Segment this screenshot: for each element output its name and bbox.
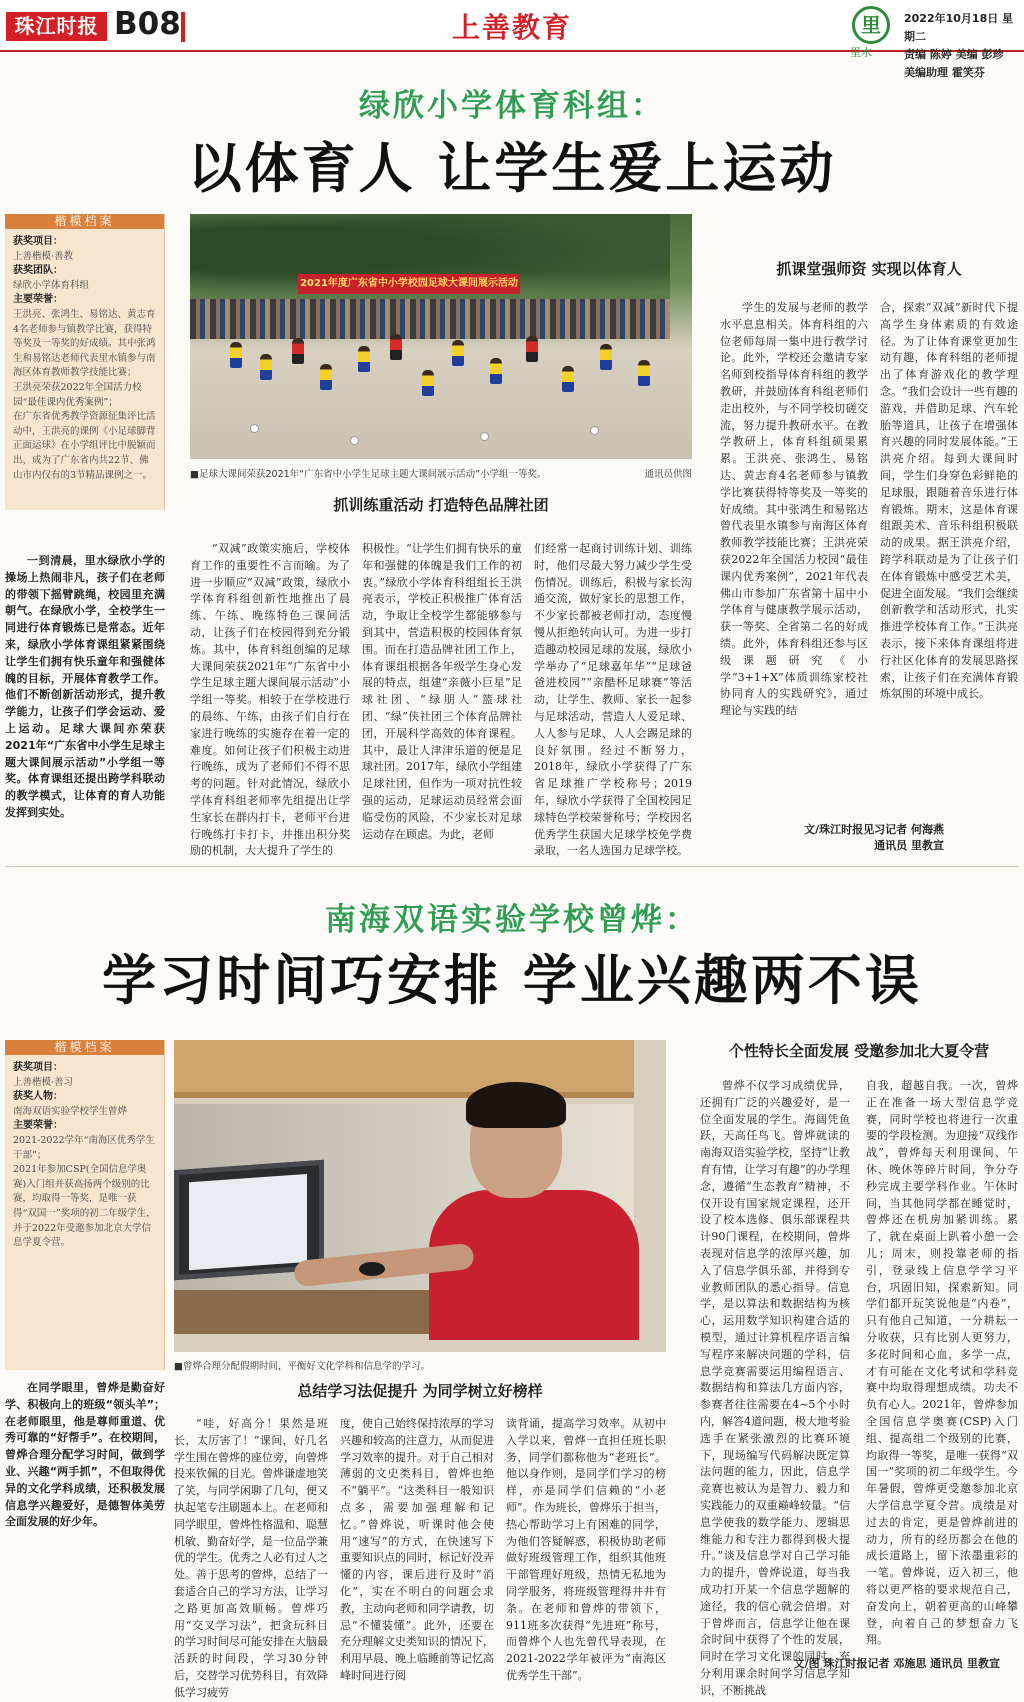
photo-banner: 2021年度广东省中小学校园足球大课间展示活动 (298, 274, 520, 294)
photo-shelf (174, 1040, 634, 1098)
article1-subhead-classroom: 抓课堂强师资 实现以体育人 (776, 260, 962, 278)
article2-subhead-method: 总结学习法促提升 为同学树立好榜样 (297, 1382, 543, 1400)
article1-subhead-training: 抓训练重活动 打造特色品牌社团 (333, 496, 549, 514)
student-figure (292, 338, 304, 364)
award-person-label: 获奖人物： (13, 1091, 63, 1103)
honor-1: 2021-2022学年“南海区优秀学生干部”； (13, 1134, 155, 1161)
photo-spectators (190, 299, 670, 339)
article1-reporter: 文/珠江时报见习记者 何海燕 (804, 823, 944, 836)
article2-column-3: 度，使自己始终保持浓厚的学习兴趣和较高的注意力，从而促进学习效率的提升。对于自己相对薄弱的文史类科目，曾烨也绝不“躺平”。“这类科目一般知识点多，需要加强理解和记忆。”曾烨说，听课时他会使用“速写”的方式，在快速写下重要知识点的同时，标记好没弄懂的内容，课后进行及时“消化”，实在不明白的问题会求教，主动向老师和同学请教，切忌“不懂装懂”。此外，还要在充分理解文史类知识的情况下，利用早晨、晚上临睡前等记忆高峰时间进行阅 (340, 1417, 494, 1682)
student-figure (230, 342, 242, 368)
student-figure (260, 354, 272, 380)
student-figure (390, 334, 402, 360)
article1-column-2: “双减”政策实施后，学校体育工作的重要性不言而喻。为了进一步顺应“双减”政策，绿欣小学体育科组创新性地推出了晨练、午练、晚练特色三课间活动，让孩子们在校园得到充分锻炼。其中，体育科组创编的足球大课间荣获2021年“广东省中小学生足球主题大课间展示活动”小学组一等奖。相较于在学校进行的晨练、午练，由孩子们自行在家进行晚练的实施存在着一定的难度。如何让孩子们积极主动进行晚练，成为了老师们不得不思考的问题。针对此情况，绿欣小学体育科组老师率先组提出让学生家长在群内打卡，老师平台进行晚练打卡打卡，并推出积分奖励的机制，大大提升了学生的 (190, 542, 350, 858)
profile-box-header: 楷模档案 (5, 214, 164, 229)
football-icon (590, 426, 599, 435)
profile-box-header: 楷模档案 (5, 1040, 164, 1055)
article1-column-6: 合，探索“双减”新时代下提高学生身体素质的有效途径。为了让体育课堂更加生动有趣，体育科组的老师提出了体育游戏化的教学理念。“我们会设计一些有趣的游戏，并借助足球、汽车轮胎等道具，让孩子在增强体育兴趣的同时发展体能。”王洪亮介绍。每到大课间时间，学生们身穿色彩鲜艳的足球服，跟随着音乐进行体育锻炼。期末，这是体育课组跟美术、音乐科组积极联动的成果。据王洪亮介绍，跨学科联动是为了让孩子们在体育锻炼中感受艺术美，促进全面发展。“我们会继续创新教学和活动形式，扎实推进学校体育工作。”王洪亮表示，接下来体育课组将进行社区化体育的发展思路探索，让孩子们在充满体育锻炼氛围的环境中成长。 (880, 301, 1018, 701)
photo1-caption: ■足球大课间荣获2021年“广东省中小学生足球主题大课间展示活动”小学组一等奖。 (190, 469, 547, 480)
mouse-icon (359, 1262, 385, 1276)
student-figure (320, 364, 332, 390)
article2-kicker: 南海双语实验学校曾烨： (325, 902, 699, 938)
honor-1: 王洪亮、张鸿生、易铭达、黄志育4名老师参与镇教学比赛，获得特等奖及一等奖的好成绩。其中张鸿生和易铭达老师代表里水镇参与南海区体育教师教学技能比赛； (13, 308, 156, 379)
student-figure (452, 340, 464, 366)
student-figure (562, 366, 574, 392)
award-item-value: 上善楷模·善教 (13, 250, 74, 262)
student-figure (422, 370, 434, 396)
award-team-value: 绿欣小学体育科组 (13, 279, 90, 291)
honor-2: 王洪亮荣获2022年全国活力校园“最佳课内优秀案例”； (13, 381, 142, 408)
student-laptop-photo (174, 1040, 666, 1352)
article2-profile-box (5, 1040, 165, 1370)
award-item-label: 获奖项目： (13, 1062, 63, 1073)
honor-3: 在广东省优秀教学资源征集评比活动中，王洪亮的课例《小足球脚背正面运球》在小学组评比中脱颖而出，成为了广东省内共22节、佛山市内仅有的3节精品课例之一。 (13, 411, 156, 481)
article1-correspondent: 通讯员 里教宣 (874, 839, 944, 852)
award-team-label: 获奖团队： (13, 265, 63, 277)
section-title: 上善教育 (452, 11, 573, 44)
article1-column-4: 们经常一起商讨训练计划、训练时，他们尽最大努力减少学生受伤情况。训练后，积极与家长沟通交流，做好家长的思想工作，不少家长都被老师打动，态度慢慢从拒绝转向认可。为进一步打造趣动校园足球的发展，绿欣小学举办了“足球嘉年华”“足球爸爸进校园”“亲酷杯足球赛”等活动，让学生、教师、家长一起参与足球活动，营造人人爱足球、人人参与足球、人人会踢足球的良好氛围。经过不断努力，2018年，绿欣小学获得了广东省足球推广学校称号；2019年，绿欣小学获得了全国校园足球特色学校荣誉称号；学校因名优秀学生获国大足球学校免学费录取，一名人选国力足球学校。 (534, 542, 692, 858)
newspaper-logo: 珠江时报 (6, 12, 107, 41)
photo1-credit: 通讯员供图 (644, 469, 692, 480)
masthead (0, 0, 1024, 79)
article1-column-3: 积极性。“让学生们拥有快乐的童年和强健的体魄是我们工作的初衷。”绿欣小学体育科组组长王洪亮表示，学校正积极推广体育活动，争取让全校学生都能够参与到其中，营造积极的校园体育氛围。而在打造品牌社团工作上，体育课组根据各年级学生身心发展的特点，组建“亲薇小巨星”足球社团、“绿朋人”篮球社团、“绿”侠社团三个体育品牌社团，开展科学高效的体育课程。其中，最让人津津乐道的便是足球社团。2017年，绿欣小学组建足球社团，但作为一项对抗性较强的运动，足球运动员经常会面临受伤的风险，不少家长对足球运动存在顾虑。为此，老师 (362, 542, 522, 841)
article1-kicker: 绿欣小学体育科组： (359, 88, 665, 124)
issue-info (904, 10, 1024, 82)
honors-label: 主要荣誉： (13, 1120, 63, 1132)
student-hair (466, 1082, 566, 1128)
article2-title: 学习时间巧安排 学业兴趣两不误 (102, 948, 922, 1012)
honors-label: 主要荣誉： (13, 294, 63, 306)
photo2-caption: ■曾烨合理分配假期时间，平衡好文化学科和信息学的学习。 (174, 1361, 430, 1372)
student-figure (600, 344, 612, 370)
award-person-value: 南海双语实验学校学生曾烨 (13, 1105, 128, 1117)
honor-2: 2021年参加CSP(全国信息学奥赛)入门组并获高扬两个级别的比赛，均取得一等奖，是唯一获得“双国一”奖项的初二年级学生，并于2022年受邀参加北京大学信息学夏令营。 (13, 1164, 156, 1249)
page-number: B08 (114, 6, 181, 42)
article1-title: 以体育人 让学生爱上运动 (187, 136, 837, 200)
award-item-label: 获奖项目： (13, 236, 63, 247)
football-icon (480, 432, 489, 441)
article2-column-5: 曾烨不仅学习成绩优异，还拥有广泛的兴趣爱好，是一位全面发展的学生。海阔凭鱼跃，天高任鸟飞。曾烨就读的南海双语实验学校，坚持“让教育有情，让学习有趣”的办学理念，遵循“生态教育”精神，不仅开设有国家规定课程，还开设了校本选修、俱乐部课程共计90门课程，在校期间，曾烨表现对信息学的浓厚兴趣，加入了信息学俱乐部，并得到专业教师团队的悉心指导。信息学，是以算法和数据结构为核心，运用数学知识构建合适的模型，通过计算机程序语言编写程序来解决问题的学科，信息学竞赛需要运用编程语言、数据结构和算法几方面内容，参赛者往往需要在4~5个小时内，解答4道问题，极大地考验选手在紧张激烈的比赛环境下，现场编写代码解决既定算法问题的能力，因此，信息学竞赛也被认为是智力、毅力和实践能力的双重巅峰较量。“信息学使我的数学能力、逻辑思维能力和专注力都得到极大提升。”谈及信息学对自己学习能力的提升，曾烨说道，每当我成功打开某一个信息学题解的途径，我的信心就会倍增。对于曾烨而言，信息学让他在课余时间中获得了个性的发展，同时在学习文化课的同时，充分利用课余时间学习信息学知识，不断挑战 (700, 1079, 850, 1697)
article2-subhead-talent: 个性特长全面发展 受邀参加北大夏令营 (728, 1042, 990, 1060)
award-item-value: 上善楷模·善习 (13, 1076, 74, 1088)
laptop-screen (189, 1174, 307, 1270)
student-figure (638, 360, 650, 386)
section-divider (5, 866, 1019, 867)
editor-credit: 责编 陈婷 美编 彭珍 (904, 48, 1004, 61)
football-icon (350, 436, 359, 445)
article2-column-6: 自我，超越自我。一次，曾烨正在准备一场大型信息学竞赛，同时学校也将进行一次重要的学段检测。为迎接“双线作战”，曾烨每天利用课间、午休、晚休等碎片时间，争分夺秒完成主要学科作业。午休时间，当其他同学都在睡觉时，曾烨还在机房加紧训练。累了，就在桌面上趴着小憩一会儿；周末，则投靠老师的指引，登录线上信息学学习平台，巩固旧知，探索新知。同学们都开玩笑说他是“内卷”，只有他自己知道，一分耕耘一分收获，只有比别人更努力，多花时间和心血，多学一点，才有可能在文化考试和学科竞赛中均取得理想成绩。功夫不负有心人。2021年，曾烨参加全国信息学奥赛(CSP)入门组、提高组二个级别的比赛，均取得一等奖，是唯一获得“双国一”奖项的初二年级学生。今年暑假，曾烨更受邀参加北京大学信息学夏令营。成绩是对过去的肯定，更是曾烨前进的动力，所有的经历都会在他的成长道路上，留下浓墨重彩的一笔。曾烨说，迈入初三，他将以更严格的要求规范自己，奋发向上，朝着更高的山峰攀登，向着自己的梦想奋力飞翔。 (866, 1079, 1018, 1647)
article1-column-5: 学生的发展与老师的教学水平息息相关。体育科组的六位老师每周一集中进行教学讨论。此外，学校还会邀请专家名师到校指导体育科组的教学教研，并鼓励体育科组老师们走出校外，与不同学校切磋交流，努力提升教研水平。在教学教研上，体育科组硕果累累。王洪亮、张鸿生、易铭达、黄志育4名老师参与镇教学比赛获得特等奖及一等奖的好成绩。其中张鸿生和易铭达曾代表里水镇参与南海区体育教师教学技能比赛；王洪亮荣获2022年全国活力校园“最佳课内优秀案例”，2021年代表佛山市参加广东省第十届中小学体育与健康教学展示活动，获一等奖、全省第二名的好成绩。此外，体育科组还参与区级课题研究《小学“3+1+X”体质训练家校社协同育人的实践研究》，通过理论与实践的结 (720, 301, 868, 718)
article1-profile-box (5, 214, 165, 510)
masthead-divider (181, 12, 185, 42)
emblem-label: 里水 (850, 46, 872, 59)
student-figure (526, 336, 538, 362)
article1-byline (720, 822, 944, 854)
lishui-emblem-icon: 里 (852, 6, 890, 44)
article2-column-2: “哇，好高分！果然是班长，太厉害了！”课间，好几名学生围在曾烨的座位旁，向曾烨投来钦佩的目光。曾烨谦虚地笑了笑，与同学闲聊了几句，便又执起笔专注刷题本上。在老师和同学眼里，曾烨性格温和、聪慧机敏、勤奋好学，是一位品学兼优的学生。优秀之人必有过人之处。善于思考的曾烨，总结了一套适合自己的学习方法，让学习之路更加高效顺畅。曾烨巧用“交叉学习法”，把贪玩科目的学习时间尽可能安排在大脑最活跃的时间段，学习30分钟后，交替学习优势科目，有效降低学习疲劳 (174, 1417, 328, 1699)
football-class-photo (190, 214, 692, 459)
football-icon (250, 424, 259, 433)
profile-box-body (5, 229, 164, 489)
student-figure (358, 346, 370, 372)
article2-column-4: 读背诵，提高学习效率。从初中入学以来，曾烨一直担任班长职务，同学们都称他为“老班长”。他以身作则，是同学们学习的榜样，亦是同学们信赖的“小老师”。作为班长，曾烨乐于担当，热心帮助学习上有困难的同学，为他们答疑解惑，积极协助老师做好班级管理工作，组织其他班干部管理好班级，热情无私地为同学服务，将班级管理得井井有条。在老师和曾烨的带领下，911班多次获得“先进班”称号，而曾烨个人也先曾代导表现，在2021-2022学年被评为“南海区优秀学生干部”。 (506, 1417, 666, 1682)
student-figure (490, 358, 502, 384)
assistant-credit: 美编助理 霍笑芬 (904, 66, 985, 79)
article2-byline: 文/图 珠江时报记者 邓施思 通讯员 里教宣 (793, 1657, 1000, 1670)
article2-lead: 在同学眼里，曾烨是勤奋好学、积极向上的班级“领头羊”；在老师眼里，他是尊师重道、优秀可靠的“好帮手”。在校期间，曾烨合理分配学习时间，做到学业、兴趣“两手抓”，不但取得优异的文化学科成绩，还积极发展信息学兴趣爱好，是德智体美劳全面发展的好少年。 (5, 1381, 165, 1529)
profile-box-body (5, 1055, 164, 1257)
issue-date: 2022年10月18日 星期二 (904, 12, 1014, 43)
article1-lead: 一到清晨，里水绿欣小学的操场上热闹非凡，孩子们在老师的带领下摇臂跳绳，校园里充满朝气。在绿欣小学，全校学生一同进行体育锻炼已是常态。近年来，绿欣小学体育课组紧紧围绕让学生们拥有快乐童年和强健体魄的目标，开展体育教学工作。他们不断创新活动形式，提升教学能力，让孩子们学会运动、爱上运动。足球大课间亦荣获2021年“广东省中小学生足球主题大课间展示活动”小学组一等奖。体育课组还提出跨学科联动的教学模式，让体育的育人功能发挥到实处。 (5, 554, 165, 819)
